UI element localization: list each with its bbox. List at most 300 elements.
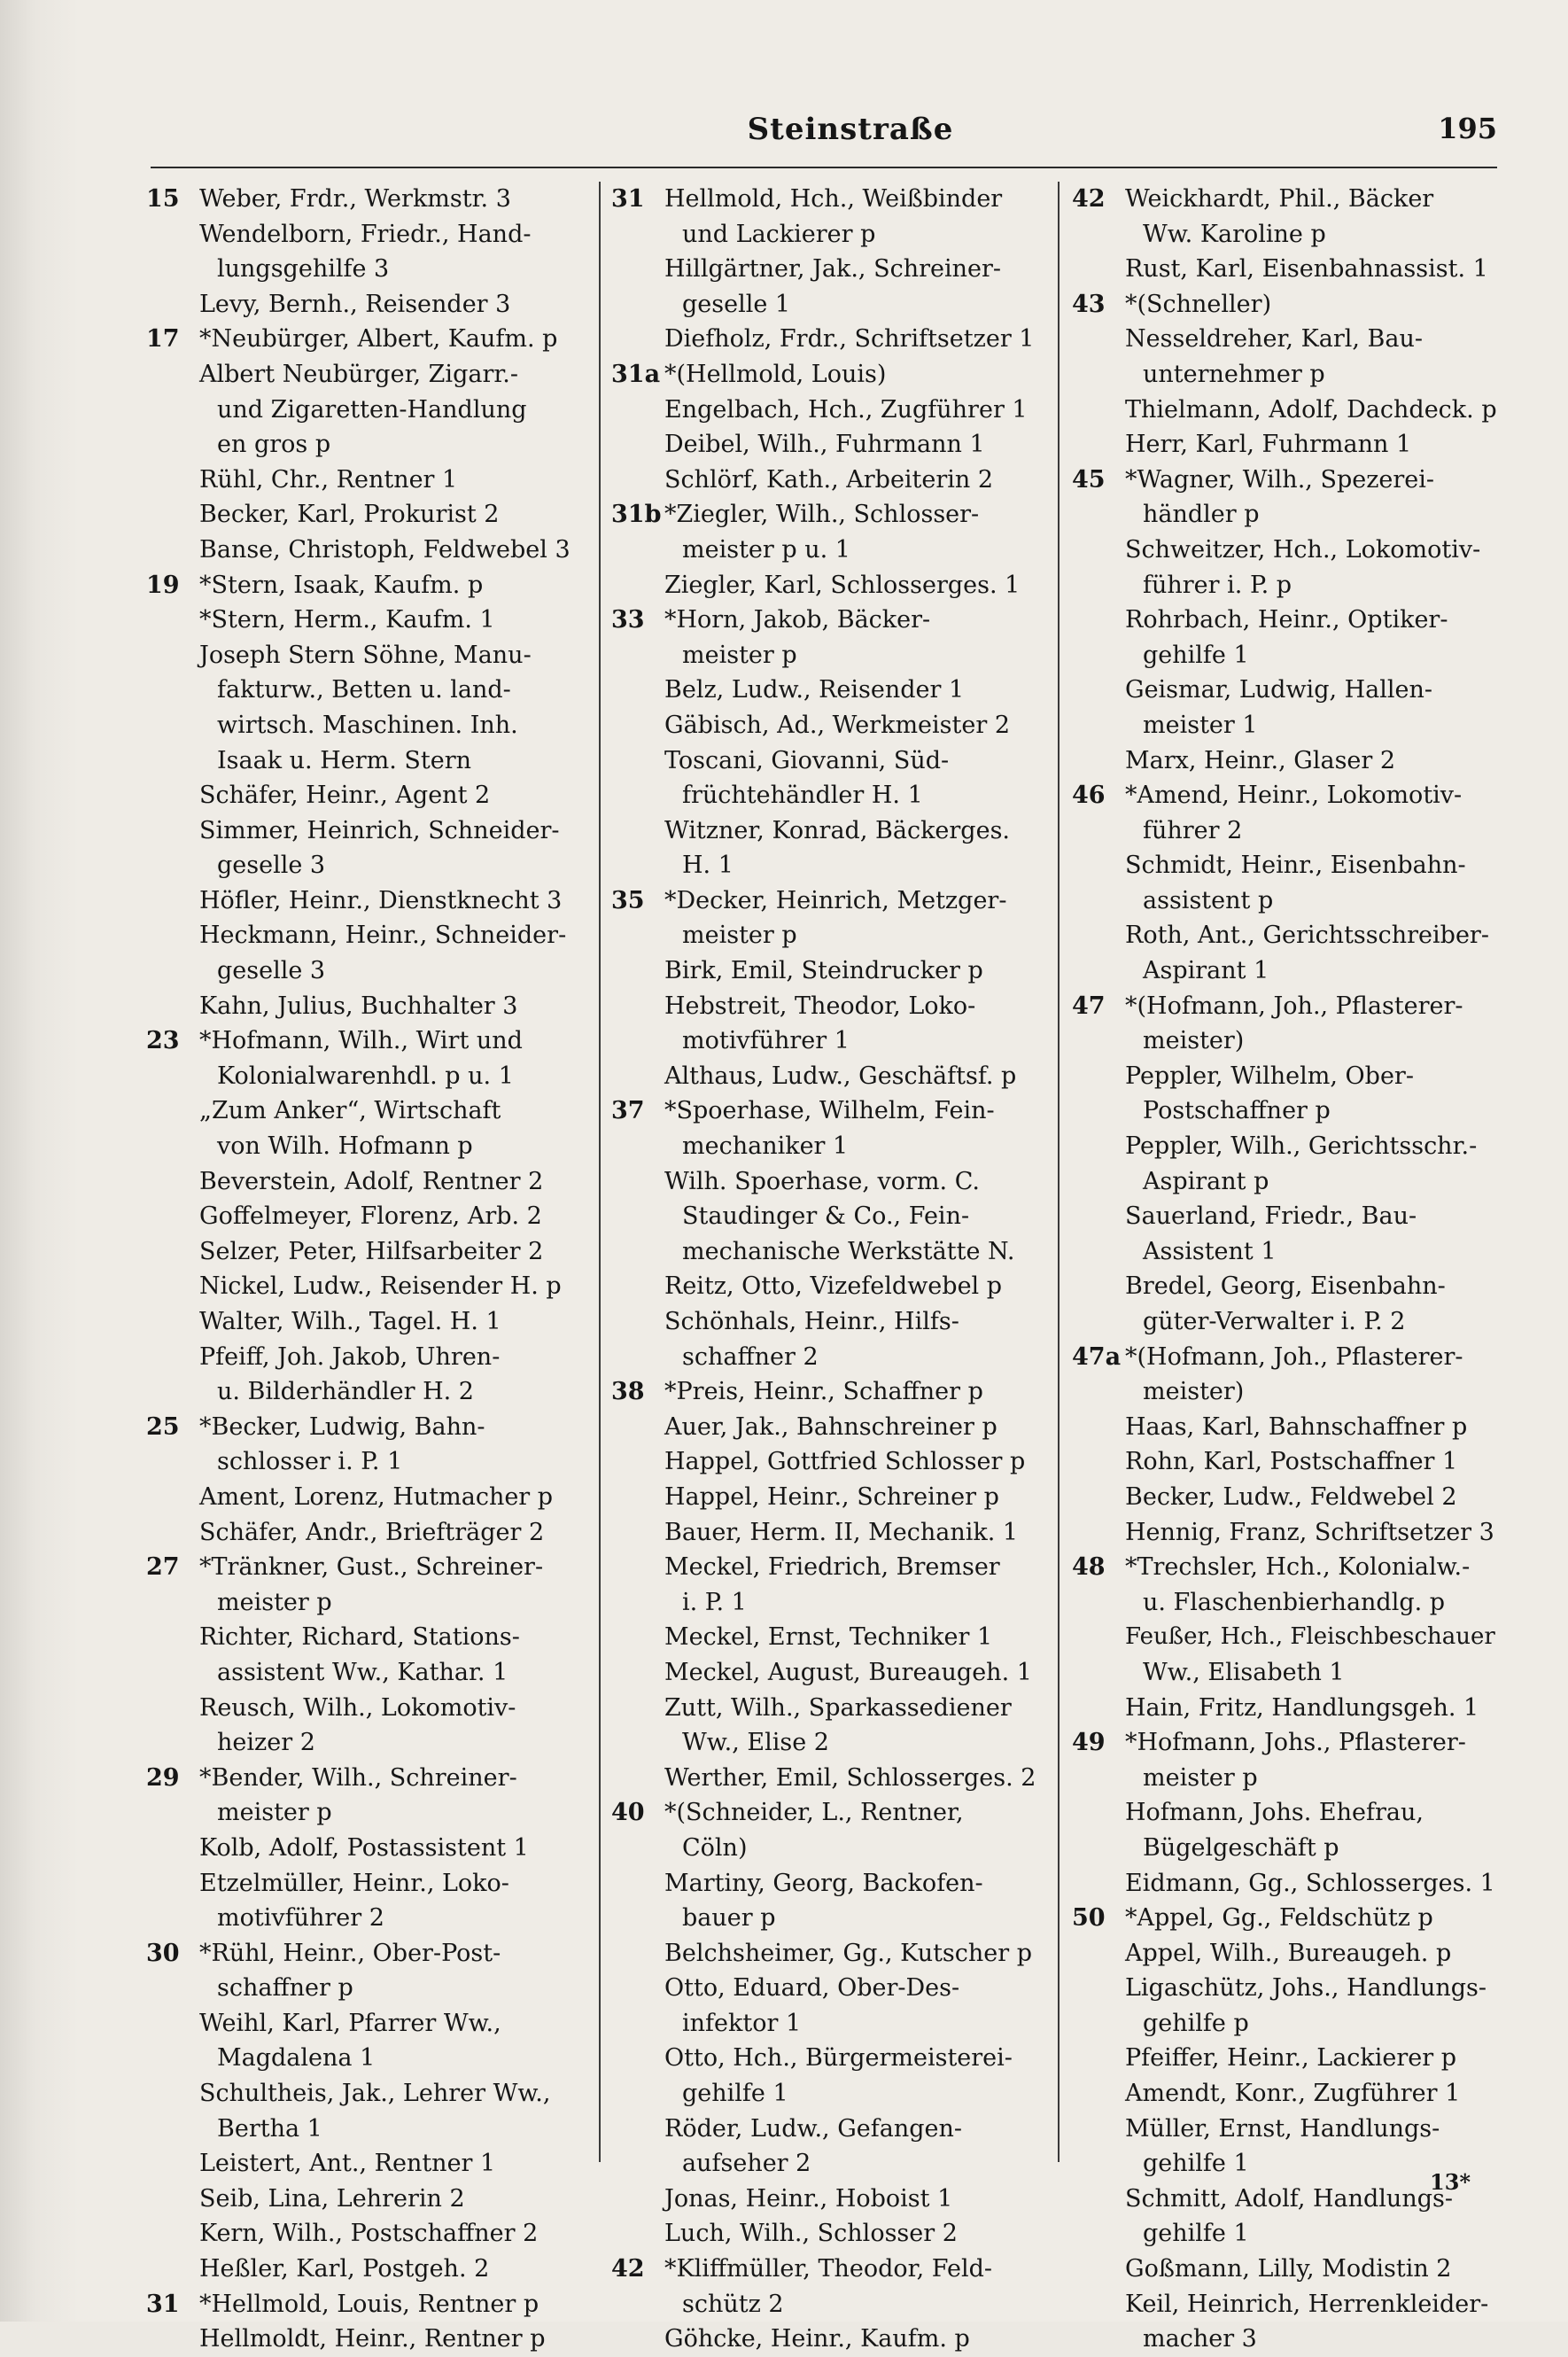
resident-entry: *Stern, Herm., Kaufm. 1	[199, 606, 495, 634]
resident-entry: Rohn, Karl, Postschaffner 1	[1125, 1448, 1458, 1476]
entry-continuation: Ww., Elise 2	[682, 1729, 829, 1757]
directory-line	[146, 1234, 594, 1270]
directory-line	[1072, 1725, 1502, 1761]
resident-entry: Hebstreit, Theodor, Loko-	[664, 992, 976, 1020]
directory-line	[146, 357, 594, 393]
resident-entry: Roth, Ant., Gerichtsschreiber-	[1125, 922, 1489, 950]
resident-entry: Weihl, Karl, Pfarrer Ww.,	[199, 2009, 501, 2037]
directory-line	[146, 883, 594, 919]
directory-line	[1072, 217, 1502, 253]
resident-entry: *Trechsler, Hch., Kolonialw.-	[1125, 1553, 1471, 1582]
directory-line	[146, 1866, 594, 1902]
entry-continuation: heizer 2	[217, 1729, 315, 1757]
directory-line	[146, 533, 594, 568]
resident-entry: *Hellmold, Louis, Rentner p	[199, 2290, 539, 2318]
directory-line	[146, 1725, 594, 1761]
resident-entry: Albert Neubürger, Zigarr.-	[199, 360, 519, 388]
house-number: 31	[611, 185, 645, 213]
resident-entry: Goffelmeyer, Florenz, Arb. 2	[199, 1202, 542, 1231]
directory-line	[611, 848, 1054, 883]
directory-line	[611, 427, 1054, 463]
resident-entry: *(Hellmold, Louis)	[664, 360, 887, 388]
directory-line	[146, 1480, 594, 1515]
directory-line	[611, 638, 1054, 673]
resident-entry: *Amend, Heinr., Lokomotiv-	[1125, 782, 1463, 810]
resident-entry: Deibel, Wilh., Fuhrmann 1	[664, 431, 985, 459]
directory-line	[611, 357, 1054, 393]
directory-line	[146, 989, 594, 1024]
directory-line	[146, 1129, 594, 1164]
resident-entry: Kahn, Julius, Buchhalter 3	[199, 992, 518, 1020]
resident-entry: Röder, Ludw., Gefangen-	[664, 2114, 963, 2143]
resident-entry: *Decker, Heinrich, Metzger-	[664, 886, 1007, 914]
house-number: 25	[146, 1412, 180, 1441]
column-divider	[1058, 182, 1060, 2162]
resident-entry: Reusch, Wilh., Lokomotiv-	[199, 1693, 516, 1722]
directory-line	[611, 1480, 1054, 1515]
resident-entry: *(Schneider, L., Rentner,	[664, 1799, 964, 1827]
entry-continuation: mechaniker 1	[682, 1132, 849, 1161]
directory-line	[146, 463, 594, 498]
directory-line	[146, 1023, 594, 1059]
directory-line	[611, 813, 1054, 849]
directory-line	[146, 708, 594, 743]
directory-line	[1072, 1340, 1502, 1375]
resident-entry: Beverstein, Adolf, Rentner 2	[199, 1167, 544, 1195]
resident-entry: *Preis, Heinr., Schaffner p	[664, 1378, 983, 1406]
directory-line	[1072, 603, 1502, 638]
directory-line	[146, 2287, 594, 2322]
directory-line	[1072, 989, 1502, 1024]
directory-line	[146, 1444, 594, 1480]
directory-line	[146, 1936, 594, 1972]
resident-entry: Otto, Eduard, Ober-Des-	[664, 1974, 960, 2003]
directory-line	[146, 1093, 594, 1129]
directory-line	[611, 743, 1054, 779]
resident-entry: Rohrbach, Heinr., Optiker-	[1125, 606, 1448, 634]
entry-continuation: früchtehändler H. 1	[682, 782, 923, 810]
entry-continuation: aufseher 2	[682, 2150, 811, 2178]
resident-entry: *(Hofmann, Joh., Pflasterer-	[1125, 992, 1463, 1020]
entry-continuation: Bertha 1	[217, 2114, 322, 2143]
resident-entry: Becker, Karl, Prokurist 2	[199, 501, 500, 529]
entry-continuation: unternehmer p	[1143, 360, 1325, 388]
resident-entry: Eidmann, Gg., Schlosserges. 1	[1125, 1869, 1495, 1897]
directory-line	[146, 182, 594, 217]
directory-line	[1072, 2322, 1502, 2357]
directory-line	[611, 603, 1054, 638]
directory-line	[1072, 182, 1502, 217]
entry-continuation: Assistent 1	[1143, 1237, 1277, 1265]
entry-continuation: macher 3	[1143, 2325, 1257, 2353]
entry-continuation: bauer p	[682, 1904, 776, 1933]
entry-continuation: Bügelgeschäft p	[1143, 1833, 1339, 1862]
resident-entry: Heckmann, Heinr., Schneider-	[199, 922, 567, 950]
directory-line	[611, 918, 1054, 953]
resident-entry: *Neubürger, Albert, Kaufm. p	[199, 325, 558, 354]
directory-line	[611, 883, 1054, 919]
directory-line	[146, 1199, 594, 1234]
directory-line	[1072, 1936, 1502, 1972]
directory-line	[1072, 1374, 1502, 1410]
directory-line	[146, 1164, 594, 1200]
resident-entry: *Appel, Gg., Feldschütz p	[1125, 1904, 1433, 1933]
directory-line	[1072, 673, 1502, 708]
house-number: 27	[146, 1553, 180, 1582]
entry-continuation: meister p	[682, 922, 797, 950]
entry-continuation: geselle 3	[217, 852, 326, 880]
directory-line	[611, 2287, 1054, 2322]
directory-line	[611, 1515, 1054, 1551]
resident-entry: Ziegler, Karl, Schlosserges. 1	[664, 571, 1021, 599]
directory-line	[1072, 813, 1502, 849]
directory-line	[1072, 1620, 1502, 1655]
directory-line	[1072, 1059, 1502, 1094]
resident-entry: Luch, Wilh., Schlosser 2	[664, 2220, 958, 2248]
resident-entry: Pfeiffer, Heinr., Lackierer p	[1125, 2044, 1457, 2073]
resident-entry: Schäfer, Andr., Briefträger 2	[199, 1518, 545, 1546]
directory-line	[1072, 883, 1502, 919]
directory-line	[611, 1620, 1054, 1655]
resident-entry: Höfler, Heinr., Dienstknecht 3	[199, 886, 563, 914]
resident-entry: Sauerland, Friedr., Bau-	[1125, 1202, 1417, 1231]
resident-entry: *Becker, Ludwig, Bahn-	[199, 1412, 485, 1441]
directory-line	[611, 497, 1054, 533]
entry-continuation: meister p u. 1	[682, 535, 850, 564]
directory-line	[611, 778, 1054, 813]
directory-line	[611, 1059, 1054, 1094]
directory-line	[1072, 1129, 1502, 1164]
house-number: 38	[611, 1378, 645, 1406]
resident-entry: Pfeiff, Joh. Jakob, Uhren-	[199, 1342, 501, 1371]
entry-continuation: geselle 1	[682, 290, 791, 318]
directory-line	[611, 252, 1054, 287]
resident-entry: Rühl, Chr., Rentner 1	[199, 465, 458, 494]
directory-line	[1072, 1550, 1502, 1585]
directory-line	[611, 2322, 1054, 2357]
entry-continuation: schaffner 2	[682, 1342, 819, 1371]
resident-entry: Weickhardt, Phil., Bäcker	[1125, 185, 1434, 213]
resident-entry: Bredel, Georg, Eisenbahn-	[1125, 1272, 1446, 1301]
resident-entry: Hain, Fritz, Handlungsgeh. 1	[1125, 1693, 1479, 1722]
directory-line	[611, 673, 1054, 708]
directory-line	[146, 673, 594, 708]
resident-entry: Schultheis, Jak., Lehrer Ww.,	[199, 2080, 551, 2108]
house-number: 43	[1072, 290, 1106, 318]
directory-line	[1072, 2216, 1502, 2252]
entry-continuation: en gros p	[217, 431, 331, 459]
directory-line	[1072, 638, 1502, 673]
directory-line	[611, 1129, 1054, 1164]
header-rule	[151, 167, 1497, 168]
resident-entry: *Ziegler, Wilh., Schlosser-	[664, 501, 980, 529]
entry-continuation: motivführer 1	[682, 1027, 850, 1055]
resident-entry: Gäbisch, Ad., Werkmeister 2	[664, 711, 1011, 739]
directory-line	[146, 1340, 594, 1375]
directory-line	[1072, 463, 1502, 498]
resident-entry: Wendelborn, Friedr., Hand-	[199, 220, 532, 248]
house-number: 47	[1072, 992, 1106, 1020]
directory-line	[611, 1971, 1054, 2006]
directory-line	[611, 1410, 1054, 1445]
entry-continuation: schaffner p	[217, 1974, 353, 2003]
directory-line	[146, 1304, 594, 1340]
directory-line	[611, 2041, 1054, 2076]
directory-line	[611, 2006, 1054, 2042]
entry-continuation: und Zigaretten-Handlung	[217, 395, 527, 424]
directory-line	[1072, 1093, 1502, 1129]
resident-entry: *Stern, Isaak, Kaufm. p	[199, 571, 484, 599]
directory-line	[1072, 708, 1502, 743]
resident-entry: Müller, Ernst, Handlungs-	[1125, 2114, 1440, 2143]
entry-continuation: gehilfe 1	[1143, 2150, 1249, 2178]
directory-line	[611, 568, 1054, 603]
directory-line	[146, 1059, 594, 1094]
directory-line	[1072, 2287, 1502, 2322]
resident-entry: Kern, Wilh., Postschaffner 2	[199, 2220, 539, 2248]
directory-line	[146, 497, 594, 533]
directory-line	[611, 463, 1054, 498]
resident-entry: *Bender, Wilh., Schreiner-	[199, 1763, 517, 1792]
entry-continuation: assistent p	[1143, 886, 1274, 914]
entry-continuation: assistent Ww., Kathar. 1	[217, 1658, 508, 1686]
directory-line	[146, 603, 594, 638]
entry-continuation: meister p	[217, 1799, 332, 1827]
entry-continuation: Aspirant 1	[1143, 957, 1269, 985]
entry-continuation: führer i. P. p	[1143, 571, 1292, 599]
resident-entry: *(Hofmann, Joh., Pflasterer-	[1125, 1342, 1463, 1371]
resident-entry: Heßler, Karl, Postgeh. 2	[199, 2255, 490, 2283]
entry-continuation: meister p	[1143, 1763, 1258, 1792]
entry-continuation: gehilfe 1	[682, 2080, 788, 2108]
directory-line	[1072, 533, 1502, 568]
resident-entry: *Hofmann, Wilh., Wirt und	[199, 1027, 523, 1055]
directory-line	[1072, 1655, 1502, 1691]
directory-line	[611, 1831, 1054, 1866]
directory-line	[1072, 1023, 1502, 1059]
resident-entry: Hellmold, Hch., Weißbinder	[664, 185, 1003, 213]
directory-line	[1072, 1866, 1502, 1902]
resident-entry: Nesseldreher, Karl, Bau-	[1125, 325, 1423, 354]
resident-entry: Ament, Lorenz, Hutmacher p	[199, 1482, 554, 1511]
resident-entry: Goßmann, Lilly, Modistin 2	[1125, 2255, 1452, 2283]
directory-line	[1072, 1444, 1502, 1480]
directory-line	[1072, 918, 1502, 953]
directory-line	[611, 217, 1054, 253]
directory-line	[1072, 1480, 1502, 1515]
directory-line	[146, 1795, 594, 1831]
entry-continuation: motivführer 2	[217, 1904, 384, 1933]
directory-line	[146, 743, 594, 779]
directory-line	[611, 953, 1054, 989]
directory-line	[1072, 252, 1502, 287]
resident-entry: Rust, Karl, Eisenbahnassist. 1	[1125, 255, 1488, 284]
directory-line	[146, 2146, 594, 2182]
house-number: 35	[611, 886, 645, 914]
directory-line	[1072, 2112, 1502, 2147]
directory-line	[1072, 848, 1502, 883]
page-number: 195	[1438, 112, 1497, 145]
directory-line	[1072, 1831, 1502, 1866]
directory-line	[611, 1164, 1054, 1200]
house-number: 31b	[611, 501, 662, 529]
directory-line	[1072, 778, 1502, 813]
directory-line	[1072, 2252, 1502, 2287]
directory-line	[146, 638, 594, 673]
directory-line	[1072, 1901, 1502, 1936]
entry-continuation: Ww., Elisabeth 1	[1143, 1658, 1345, 1686]
directory-line	[1072, 953, 1502, 989]
directory-line	[146, 2112, 594, 2147]
directory-line	[146, 427, 594, 463]
directory-line	[611, 1234, 1054, 1270]
house-number: 23	[146, 1027, 180, 1055]
resident-entry: Leistert, Ant., Rentner 1	[199, 2150, 496, 2178]
directory-line	[1072, 497, 1502, 533]
resident-entry: Schmitt, Adolf, Handlungs-	[1125, 2184, 1453, 2213]
house-number: 33	[611, 606, 645, 634]
directory-line	[146, 1269, 594, 1304]
resident-entry: Martiny, Georg, Backofen-	[664, 1869, 983, 1897]
directory-line	[611, 1866, 1054, 1902]
directory-line	[146, 1901, 594, 1936]
resident-entry: Auer, Jak., Bahnschreiner p	[664, 1412, 997, 1441]
resident-entry: Walter, Wilh., Tagel. H. 1	[199, 1308, 501, 1335]
directory-line	[611, 287, 1054, 323]
directory-line	[146, 953, 594, 989]
house-number: 19	[146, 571, 180, 599]
directory-line	[611, 1936, 1054, 1972]
directory-line	[146, 1655, 594, 1691]
resident-entry: Birk, Emil, Steindrucker p	[664, 957, 983, 985]
directory-line	[1072, 287, 1502, 323]
directory-line	[1072, 1761, 1502, 1796]
directory-line	[611, 1691, 1054, 1726]
resident-entry: Kolb, Adolf, Postassistent 1	[199, 1833, 529, 1862]
resident-entry: *Spoerhase, Wilhelm, Fein-	[664, 1097, 995, 1125]
resident-entry: Toscani, Giovanni, Süd-	[664, 746, 950, 774]
directory-line	[1072, 2076, 1502, 2112]
entry-continuation: infektor 1	[682, 2009, 802, 2037]
entry-continuation: u. Bilderhändler H. 2	[217, 1378, 474, 1406]
entry-continuation: Kolonialwarenhdl. p u. 1	[217, 1062, 514, 1090]
resident-entry: *Hofmann, Johs., Pflasterer-	[1125, 1729, 1466, 1757]
resident-entry: Weber, Frdr., Werkmstr. 3	[199, 185, 511, 213]
resident-entry: Meckel, Ernst, Techniker 1	[664, 1623, 993, 1652]
directory-line	[146, 1515, 594, 1551]
house-number: 31a	[611, 360, 661, 388]
directory-line	[146, 2252, 594, 2287]
resident-entry: Schmidt, Heinr., Eisenbahn-	[1125, 852, 1466, 880]
resident-entry: Etzelmüller, Heinr., Loko-	[199, 1869, 509, 1897]
directory-line	[146, 2041, 594, 2076]
house-number: 50	[1072, 1904, 1106, 1933]
directory-line	[611, 1269, 1054, 1304]
resident-entry: *Tränkner, Gust., Schreiner-	[199, 1553, 544, 1582]
house-number: 48	[1072, 1553, 1106, 1582]
directory-line	[611, 989, 1054, 1024]
directory-line	[1072, 1304, 1502, 1340]
directory-line	[1072, 2006, 1502, 2042]
entry-continuation: Postschaffner p	[1143, 1097, 1331, 1125]
resident-entry: Witzner, Konrad, Bäckerges.	[664, 816, 1011, 844]
resident-entry: Herr, Karl, Fuhrmann 1	[1125, 431, 1412, 459]
entry-continuation: meister p	[217, 1588, 332, 1616]
house-number: 49	[1072, 1729, 1106, 1757]
entry-continuation: meister p	[682, 641, 797, 669]
directory-line	[611, 1725, 1054, 1761]
directory-line	[146, 2322, 594, 2357]
house-number: 42	[611, 2255, 645, 2283]
entry-continuation: güter-Verwalter i. P. 2	[1143, 1308, 1406, 1335]
resident-entry: Thielmann, Adolf, Dachdeck. p	[1125, 395, 1497, 424]
directory-line	[611, 2112, 1054, 2147]
house-number: 30	[146, 1939, 180, 1967]
resident-entry: Peppler, Wilh., Gerichtsschr.-	[1125, 1132, 1478, 1161]
entry-continuation: gehilfe 1	[1143, 2220, 1249, 2248]
directory-line	[611, 1795, 1054, 1831]
directory-line	[146, 918, 594, 953]
entry-continuation: und Lackierer p	[682, 220, 876, 248]
resident-entry: Selzer, Peter, Hilfsarbeiter 2	[199, 1237, 544, 1265]
directory-line	[1072, 1410, 1502, 1445]
entry-continuation: meister)	[1143, 1027, 1245, 1055]
directory-line	[611, 1901, 1054, 1936]
resident-entry: Amendt, Konr., Zugführer 1	[1125, 2080, 1461, 2108]
directory-line	[1072, 743, 1502, 779]
directory-line	[1072, 568, 1502, 603]
entry-continuation: gehilfe 1	[1143, 641, 1249, 669]
directory-line	[1072, 1585, 1502, 1621]
directory-line	[146, 252, 594, 287]
directory-line	[611, 2182, 1054, 2217]
resident-entry: Haas, Karl, Bahnschaffner p	[1125, 1412, 1468, 1441]
entry-continuation: lungsgehilfe 3	[217, 255, 390, 284]
entry-continuation: schlosser i. P. 1	[217, 1448, 403, 1476]
directory-line	[1072, 1971, 1502, 2006]
resident-entry: *Horn, Jakob, Bäcker-	[664, 606, 931, 634]
directory-line	[146, 2182, 594, 2217]
directory-line	[611, 1023, 1054, 1059]
directory-line	[611, 1655, 1054, 1691]
resident-entry: Marx, Heinr., Glaser 2	[1125, 746, 1396, 774]
directory-line	[1072, 1515, 1502, 1551]
directory-line	[611, 1199, 1054, 1234]
entry-continuation: gehilfe p	[1143, 2009, 1249, 2037]
directory-line	[146, 568, 594, 603]
directory-line	[146, 778, 594, 813]
directory-line	[146, 1971, 594, 2006]
entry-continuation: mechanische Werkstätte N.	[682, 1237, 1015, 1265]
directory-line	[611, 1444, 1054, 1480]
directory-line	[611, 1761, 1054, 1796]
resident-entry: Althaus, Ludw., Geschäftsf. p	[664, 1062, 1017, 1090]
column-1	[146, 182, 594, 2353]
resident-entry: Ligaschütz, Johs., Handlungs-	[1125, 1974, 1487, 2003]
directory-line	[146, 813, 594, 849]
entry-continuation: führer 2	[1143, 816, 1243, 844]
entry-continuation: Magdalena 1	[217, 2044, 376, 2073]
resident-entry: „Zum Anker“, Wirtschaft	[199, 1097, 501, 1125]
entry-continuation: schütz 2	[682, 2290, 784, 2318]
resident-entry: Keil, Heinrich, Herrenkleider-	[1125, 2290, 1489, 2318]
resident-entry: Hennig, Franz, Schriftsetzer 3	[1125, 1518, 1494, 1546]
entry-continuation: Ww. Karoline p	[1143, 220, 1326, 248]
resident-entry: Diefholz, Frdr., Schriftsetzer 1	[664, 325, 1035, 354]
resident-entry: Hillgärtner, Jak., Schreiner-	[664, 255, 1002, 284]
entry-continuation: geselle 3	[217, 957, 326, 985]
directory-line	[1072, 1795, 1502, 1831]
